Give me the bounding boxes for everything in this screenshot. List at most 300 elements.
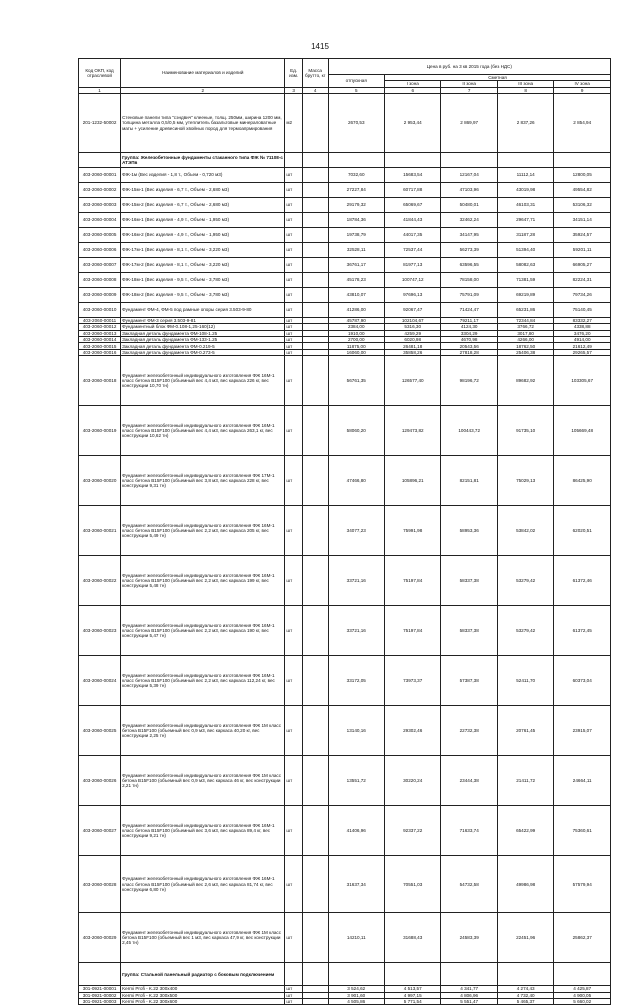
empty-cell xyxy=(328,963,384,986)
zone1-price: 6020,98 xyxy=(384,337,440,343)
item-unit: шт xyxy=(285,856,302,913)
release-price: 47466,80 xyxy=(328,456,384,506)
column-index: 6 xyxy=(384,87,440,93)
header-estimate: Сметная xyxy=(384,75,610,81)
item-name: ФЖ-15м-2 (Вес изделия - 6,7 т., Объем - 2,680 м3) xyxy=(121,197,285,212)
zone1-price: 31688,43 xyxy=(384,913,440,963)
table-row xyxy=(79,913,611,963)
item-code: 201-1232-50002 xyxy=(79,93,121,152)
zone4-price: 75360,61 xyxy=(554,806,611,856)
zone1-price: 4 513,57 xyxy=(384,986,440,992)
release-price: 2670,53 xyxy=(328,93,384,152)
zone4-price: 79734,26 xyxy=(554,287,611,302)
zone1-price: 65069,67 xyxy=(384,197,440,212)
zone3-price: 91735,10 xyxy=(497,406,553,456)
zone2-price: 63596,55 xyxy=(441,257,497,272)
header-name: Наименование материалов и изделий xyxy=(121,59,285,88)
table-row xyxy=(79,257,611,272)
empty-cell xyxy=(302,963,328,986)
item-mass xyxy=(302,93,328,152)
item-mass xyxy=(302,167,328,182)
zone1-price: 35858,26 xyxy=(384,349,440,355)
item-unit: шт xyxy=(285,986,302,992)
zone3-price: 18762,50 xyxy=(497,343,553,349)
empty-cell xyxy=(285,963,302,986)
table-body xyxy=(79,93,611,1005)
zone4-price: 83332,27 xyxy=(554,317,611,323)
zone1-price: 15683,54 xyxy=(384,167,440,182)
zone1-price: 102104,67 xyxy=(384,317,440,323)
table-row xyxy=(79,197,611,212)
item-unit: шт xyxy=(285,656,302,706)
item-mass xyxy=(302,227,328,242)
zone4-price: 4338,88 xyxy=(554,324,611,330)
release-price: 36761,17 xyxy=(328,257,384,272)
release-price: 7032,60 xyxy=(328,167,384,182)
zone4-price: 103305,67 xyxy=(554,356,611,406)
table-row xyxy=(79,287,611,302)
zone4-price: 60373,04 xyxy=(554,656,611,706)
zone2-price: 57387,38 xyxy=(441,656,497,706)
zone2-price: 4 806,96 xyxy=(441,992,497,998)
item-unit: шт xyxy=(285,182,302,197)
zone3-price: 53279,42 xyxy=(497,606,553,656)
zone3-price: 4266,00 xyxy=(497,337,553,343)
zone4-price: 82224,31 xyxy=(554,272,611,287)
item-name: Фундамент железобетонный индивидуального изготовления ФЖ 16М-1 класс бетона В15F100 (объемный вес 4,4 м3, вес каркаса 226 кг, вес конструкции 10,70 тн) xyxy=(121,356,285,406)
column-index: 7 xyxy=(441,87,497,93)
zone1-price: 97696,13 xyxy=(384,287,440,302)
zone3-price: 3766,72 xyxy=(497,324,553,330)
zone4-price: 62020,51 xyxy=(554,506,611,556)
release-price: 13551,72 xyxy=(328,756,384,806)
column-index: 1 xyxy=(79,87,121,93)
zone4-price: 2 854,94 xyxy=(554,93,611,152)
zone2-price: 82151,81 xyxy=(441,456,497,506)
zone3-price: 11112,14 xyxy=(497,167,553,182)
zone2-price: 98196,72 xyxy=(441,356,497,406)
table-row xyxy=(79,999,611,1005)
zone4-price: 59201,11 xyxy=(554,242,611,257)
zone1-price: 105896,21 xyxy=(384,456,440,506)
item-unit: м2 xyxy=(285,93,302,152)
item-unit: шт xyxy=(285,913,302,963)
item-unit: шт xyxy=(285,999,302,1005)
item-name: ФЖ-1м (Вес изделия - 1,8 т., Объем - 0,720 м3) xyxy=(121,167,285,182)
release-price: 27227,84 xyxy=(328,182,384,197)
item-name: ФЖ-16м-2 (Вес изделия - 4,9 т., Объем - 1,950 м3) xyxy=(121,227,285,242)
item-code: 403-2060-00026 xyxy=(79,756,121,806)
page-number: 1415 xyxy=(311,42,329,51)
item-unit: шт xyxy=(285,302,302,317)
item-unit: шт xyxy=(285,343,302,349)
table-row xyxy=(79,182,611,197)
zone1-price: 92337,22 xyxy=(384,806,440,856)
header-zone: IV зона xyxy=(554,81,611,87)
zone1-price: 73973,37 xyxy=(384,656,440,706)
zone4-price: 61372,46 xyxy=(554,556,611,606)
release-price: 33721,16 xyxy=(328,606,384,656)
item-code: 403-2060-00021 xyxy=(79,506,121,556)
zone4-price: 66905,27 xyxy=(554,257,611,272)
table-row xyxy=(79,706,611,756)
zone3-price: 53842,02 xyxy=(497,506,553,556)
zone2-price: 78158,00 xyxy=(441,272,497,287)
zone1-price: 92067,47 xyxy=(384,302,440,317)
release-price: 11875,00 xyxy=(328,343,384,349)
item-mass xyxy=(302,756,328,806)
item-code: 403-2060-00029 xyxy=(79,913,121,963)
empty-cell xyxy=(79,963,121,986)
item-name: Kermi Profi - K.22 300x600 xyxy=(121,999,285,1005)
zone3-price: 25406,38 xyxy=(497,349,553,355)
zone2-price: 58953,36 xyxy=(441,506,497,556)
item-unit: шт xyxy=(285,349,302,355)
item-name: Фундамент железобетонный индивидуального изготовления ФЖ 16М-1 класс бетона В15F100 (объемный вес 4,4 м3, вес каркаса 263,1 кг, вес конструкции 10,62 тн) xyxy=(121,406,285,456)
zone3-price: 52411,70 xyxy=(497,656,553,706)
item-unit: шт xyxy=(285,756,302,806)
item-unit: шт xyxy=(285,197,302,212)
zone3-price: 53279,42 xyxy=(497,556,553,606)
zone2-price: 54732,58 xyxy=(441,856,497,913)
empty-cell xyxy=(441,152,497,167)
release-price: 18784,36 xyxy=(328,212,384,227)
table-row xyxy=(79,756,611,806)
group-row xyxy=(79,963,611,986)
item-name: Закладная деталь фундамента ФМ-108-1.25 xyxy=(121,330,285,336)
table-row xyxy=(79,556,611,606)
item-name: Фундамент железобетонный индивидуального изготовления ФЖ 1М класс бетона В15F100 (объемный вес 1 м3, вес каркаса 47,9 кг, вес конструкции 2,45 тн) xyxy=(121,913,285,963)
item-code: 403-2060-00024 xyxy=(79,656,121,706)
item-unit: шт xyxy=(285,272,302,287)
item-unit: шт xyxy=(285,317,302,323)
item-name: Фундамент железобетонный индивидуального изготовления ФЖ 16М-1 класс бетона В15F100 (объемный вес 2,6 м3, вес каркаса 81,74 кг, вес конструкции 6,80 тн) xyxy=(121,856,285,913)
zone2-price: 50480,01 xyxy=(441,197,497,212)
item-code: 403-2060-00004 xyxy=(79,212,121,227)
release-price: 2700,00 xyxy=(328,337,384,343)
zone3-price: 22451,96 xyxy=(497,913,553,963)
item-code: 403-2060-00005 xyxy=(79,227,121,242)
item-code: 403-2060-00007 xyxy=(79,257,121,272)
zone4-price: 105669,48 xyxy=(554,406,611,456)
zone2-price: 4124,30 xyxy=(441,324,497,330)
item-code: 403-2060-00013 xyxy=(79,330,121,336)
column-index: 9 xyxy=(554,87,611,93)
release-price: 29179,32 xyxy=(328,197,384,212)
group-title: Группа: Железобетонные фундаменты стаканного типа ФЖ № 71108-с АТЭПв xyxy=(121,152,285,167)
item-code: 403-2060-00016 xyxy=(79,349,121,355)
zone2-price: 2 869,97 xyxy=(441,93,497,152)
zone3-price: 5 465,37 xyxy=(497,999,553,1005)
item-code: 403-2060-00025 xyxy=(79,706,121,756)
header-zone: II зона xyxy=(441,81,497,87)
item-name: Фундамент железобетонный индивидуального изготовления ФЖ 16М-1 класс бетона В15F100 (объемный вес 2,2 м3, вес каркаса 190 кг, вес конструкции 5,47 тн) xyxy=(121,606,285,656)
zone2-price: 47103,96 xyxy=(441,182,497,197)
item-mass xyxy=(302,272,328,287)
zone2-price: 34147,95 xyxy=(441,227,497,242)
item-mass xyxy=(302,606,328,656)
zone1-price: 75991,98 xyxy=(384,506,440,556)
zone3-price: 69219,89 xyxy=(497,287,553,302)
zone1-price: 60717,88 xyxy=(384,182,440,197)
item-name: Kermi Profi - K.22 300x400 xyxy=(121,986,285,992)
zone1-price: 70551,03 xyxy=(384,856,440,913)
zone1-price: 41844,43 xyxy=(384,212,440,227)
item-unit: шт xyxy=(285,212,302,227)
zone3-price: 20761,45 xyxy=(497,706,553,756)
item-unit: шт xyxy=(285,706,302,756)
release-price: 58060,20 xyxy=(328,406,384,456)
release-price: 1910,00 xyxy=(328,330,384,336)
table-row xyxy=(79,406,611,456)
item-code: 403-2060-00012 xyxy=(79,324,121,330)
zone2-price: 32462,24 xyxy=(441,212,497,227)
item-code: 403-2060-00015 xyxy=(79,343,121,349)
item-mass xyxy=(302,806,328,856)
zone2-price: 5 551,47 xyxy=(441,999,497,1005)
item-name: Фундаментный блок ФМ-0.108-1,25-160(12) xyxy=(121,324,285,330)
release-price: 16060,00 xyxy=(328,349,384,355)
empty-cell xyxy=(328,152,384,167)
zone3-price: 49986,98 xyxy=(497,856,553,913)
table-row xyxy=(79,93,611,152)
zone1-price: 5316,30 xyxy=(384,324,440,330)
release-price: 41406,96 xyxy=(328,806,384,856)
item-unit: шт xyxy=(285,506,302,556)
release-price: 41286,00 xyxy=(328,302,384,317)
release-price: 14210,11 xyxy=(328,913,384,963)
item-name: Закладная деталь фундамента ФМ-0.219-5 xyxy=(121,343,285,349)
item-name: Фундамент ФМ-4, ФМ-5 под рамные опоры серия 3.503-9-80 xyxy=(121,302,285,317)
price-table xyxy=(78,58,611,1005)
item-mass xyxy=(302,456,328,506)
zone2-price: 4670,98 xyxy=(441,337,497,343)
item-name: Фундамент железобетонный индивидуального изготовления ФЖ 16М-1 класс бетона В15F100 (объемный вес 2,2 м3, вес каркаса 205 кг, вес конструкции 5,49 тн) xyxy=(121,506,285,556)
item-unit: шт xyxy=(285,167,302,182)
zone1-price: 75197,84 xyxy=(384,556,440,606)
item-mass xyxy=(302,506,328,556)
item-code: 403-2060-00003 xyxy=(79,197,121,212)
zone4-price: 49554,82 xyxy=(554,182,611,197)
header-unit: Ед. изм. xyxy=(285,59,302,88)
release-price: 19738,79 xyxy=(328,227,384,242)
release-price: 3 901,60 xyxy=(328,992,384,998)
item-name: Фундамент железобетонный индивидуального изготовления ФЖ 16М-1 класс бетона В15F100 (объемный вес 2,2 м3, вес каркаса 112,24 кг, вес конструкции 5,39 тн) xyxy=(121,656,285,706)
item-name: Фундамент ФМ-3 серия 3.503-9-81 xyxy=(121,317,285,323)
zone4-price: 25862,37 xyxy=(554,913,611,963)
zone1-price: 126577,40 xyxy=(384,356,440,406)
zone2-price: 56273,39 xyxy=(441,242,497,257)
zone2-price: 4 341,77 xyxy=(441,986,497,992)
zone3-price: 43019,98 xyxy=(497,182,553,197)
zone4-price: 4 900,05 xyxy=(554,992,611,998)
empty-cell xyxy=(384,963,440,986)
item-name: ФЖ-17м-1 (Вес изделия - 8,1 т., Объем - 3,220 м3) xyxy=(121,242,285,257)
empty-cell xyxy=(302,152,328,167)
item-name: Kermi Profi - K.22 300x500 xyxy=(121,992,285,998)
zone4-price: 23915,07 xyxy=(554,706,611,756)
zone2-price: 27818,28 xyxy=(441,349,497,355)
item-code: 403-2060-00019 xyxy=(79,406,121,456)
item-unit: шт xyxy=(285,456,302,506)
zone2-price: 58337,38 xyxy=(441,606,497,656)
header-zone: I зона xyxy=(384,81,440,87)
header-zone: III зона xyxy=(497,81,553,87)
zone1-price: 29302,46 xyxy=(384,706,440,756)
table-row xyxy=(79,212,611,227)
table-row xyxy=(79,272,611,287)
item-mass xyxy=(302,656,328,706)
item-unit: шт xyxy=(285,227,302,242)
item-mass xyxy=(302,913,328,963)
empty-cell xyxy=(497,152,553,167)
item-unit: шт xyxy=(285,287,302,302)
item-mass xyxy=(302,197,328,212)
item-mass xyxy=(302,302,328,317)
zone4-price: 57579,94 xyxy=(554,856,611,913)
table-row xyxy=(79,506,611,556)
item-mass xyxy=(302,856,328,913)
empty-cell xyxy=(441,963,497,986)
release-price: 13140,16 xyxy=(328,706,384,756)
zone3-price: 71381,59 xyxy=(497,272,553,287)
item-code: 403-2060-00022 xyxy=(79,556,121,606)
item-unit: шт xyxy=(285,242,302,257)
zone4-price: 53106,32 xyxy=(554,197,611,212)
zone1-price: 5 771,54 xyxy=(384,999,440,1005)
item-mass xyxy=(302,182,328,197)
item-name: Фундамент железобетонный индивидуального изготовления ФЖ 17М-1 класс бетона В15F100 (объемный вес 3,8 м3, вес каркаса 228 кг, вес конструкции 9,31 тн) xyxy=(121,456,285,506)
item-unit: шт xyxy=(285,556,302,606)
release-price: 43810,07 xyxy=(328,287,384,302)
zone4-price: 4 425,87 xyxy=(554,986,611,992)
header-mass: Масса брутто, кг xyxy=(302,59,328,88)
table-row xyxy=(79,356,611,406)
zone4-price: 5 660,02 xyxy=(554,999,611,1005)
zone3-price: 4 274,43 xyxy=(497,986,553,992)
zone2-price: 20543,56 xyxy=(441,343,497,349)
zone3-price: 31187,28 xyxy=(497,227,553,242)
item-mass xyxy=(302,242,328,257)
release-price: 45787,90 xyxy=(328,317,384,323)
zone1-price: 100747,12 xyxy=(384,272,440,287)
zone2-price: 12167,04 xyxy=(441,167,497,182)
item-mass xyxy=(302,257,328,272)
item-name: Фундамент железобетонный индивидуального изготовления ФЖ 16М-1 класс бетона В15F100 (объемный вес 3,6 м3, вес каркаса 89,4 кг, вес конструкции 9,21 тн) xyxy=(121,806,285,856)
item-code: 403-2060-00008 xyxy=(79,272,121,287)
zone1-price: 2 953,44 xyxy=(384,93,440,152)
column-index: 3 xyxy=(285,87,302,93)
zone4-price: 61372,45 xyxy=(554,606,611,656)
zone4-price: 24664,11 xyxy=(554,756,611,806)
zone1-price: 72537,44 xyxy=(384,242,440,257)
item-code: 403-2060-00009 xyxy=(79,287,121,302)
table-row xyxy=(79,456,611,506)
item-mass xyxy=(302,287,328,302)
item-name: ФЖ-18м-2 (Вес изделия - 9,5 т., Объем - 3,780 м3) xyxy=(121,287,285,302)
zone2-price: 100443,72 xyxy=(441,406,497,456)
item-name: Стеновые панели типа "сэндвич" клееные, толщ. 250мм, ширина 1200 мм, толщина металла 0,5/0,5 мм, утеплитель базальтовые минераловатные маты + усиление древесиной хвойных пород для термоапрмирования xyxy=(121,93,285,152)
item-mass xyxy=(302,356,328,406)
empty-cell xyxy=(285,152,302,167)
table-row xyxy=(79,227,611,242)
item-mass xyxy=(302,212,328,227)
empty-cell xyxy=(79,152,121,167)
release-price: 33172,05 xyxy=(328,656,384,706)
zone2-price: 71424,47 xyxy=(441,302,497,317)
zone3-price: 58082,63 xyxy=(497,257,553,272)
zone3-price: 51394,40 xyxy=(497,242,553,257)
zone3-price: 29647,71 xyxy=(497,212,553,227)
zone4-price: 21612,49 xyxy=(554,343,611,349)
zone3-price: 4 732,40 xyxy=(497,992,553,998)
release-price: 2384,00 xyxy=(328,324,384,330)
header-release-price: отпускная xyxy=(328,75,384,88)
table-row xyxy=(79,302,611,317)
group-row xyxy=(79,152,611,167)
item-name: Фундамент железобетонный индивидуального изготовления ФЖ 1М класс бетона В15F100 (объемный вес 0,9 м3, вес каркаса 40,20 кг, вес конструкции 2,25 тн) xyxy=(121,706,285,756)
zone3-price: 46103,31 xyxy=(497,197,553,212)
zone2-price: 58337,38 xyxy=(441,556,497,606)
item-unit: шт xyxy=(285,257,302,272)
column-index: 2 xyxy=(121,87,285,93)
table-row xyxy=(79,856,611,913)
zone3-price: 65231,86 xyxy=(497,302,553,317)
zone2-price: 3304,29 xyxy=(441,330,497,336)
zone4-price: 4914,00 xyxy=(554,337,611,343)
zone1-price: 4 997,15 xyxy=(384,992,440,998)
group-title: Группа: Стальной панельный радиатор с боковым подключением xyxy=(121,963,285,986)
item-code: 301-0921-00002 xyxy=(79,992,121,998)
item-name: Закладная деталь фундамента ФМ-133-1.25 xyxy=(121,337,285,343)
zone4-price: 86425,90 xyxy=(554,456,611,506)
zone1-price: 75197,84 xyxy=(384,606,440,656)
item-name: Закладная деталь фундамента ФМ-0.273-5 xyxy=(121,349,285,355)
item-code: 403-2060-00014 xyxy=(79,337,121,343)
zone1-price: 26481,18 xyxy=(384,343,440,349)
item-code: 403-2060-00018 xyxy=(79,356,121,406)
release-price: 31637,34 xyxy=(328,856,384,913)
item-mass xyxy=(302,556,328,606)
item-unit: шт xyxy=(285,337,302,343)
column-index: 8 xyxy=(497,87,553,93)
zone4-price: 34151,14 xyxy=(554,212,611,227)
item-unit: шт xyxy=(285,330,302,336)
release-price: 34077,23 xyxy=(328,506,384,556)
zone2-price: 23444,38 xyxy=(441,756,497,806)
zone2-price: 79211,17 xyxy=(441,317,497,323)
item-name: ФЖ-16м-1 (Вес изделия - 4,9 т., Объем - 1,950 м3) xyxy=(121,212,285,227)
zone3-price: 3017,80 xyxy=(497,330,553,336)
release-price: 3 524,62 xyxy=(328,986,384,992)
release-price: 56761,35 xyxy=(328,356,384,406)
zone4-price: 12800,05 xyxy=(554,167,611,182)
zone1-price: 4259,29 xyxy=(384,330,440,336)
header-code: Код ОКП, код отраслевой xyxy=(79,59,121,88)
item-code: 403-2060-00028 xyxy=(79,856,121,913)
zone3-price: 21411,72 xyxy=(497,756,553,806)
item-unit: шт xyxy=(285,806,302,856)
item-mass xyxy=(302,406,328,456)
table-row xyxy=(79,806,611,856)
item-unit: шт xyxy=(285,992,302,998)
zone2-price: 22732,38 xyxy=(441,706,497,756)
release-price: 45178,23 xyxy=(328,272,384,287)
zone4-price: 35924,57 xyxy=(554,227,611,242)
table-row xyxy=(79,167,611,182)
item-mass xyxy=(302,706,328,756)
item-code: 301-0921-00003 xyxy=(79,999,121,1005)
